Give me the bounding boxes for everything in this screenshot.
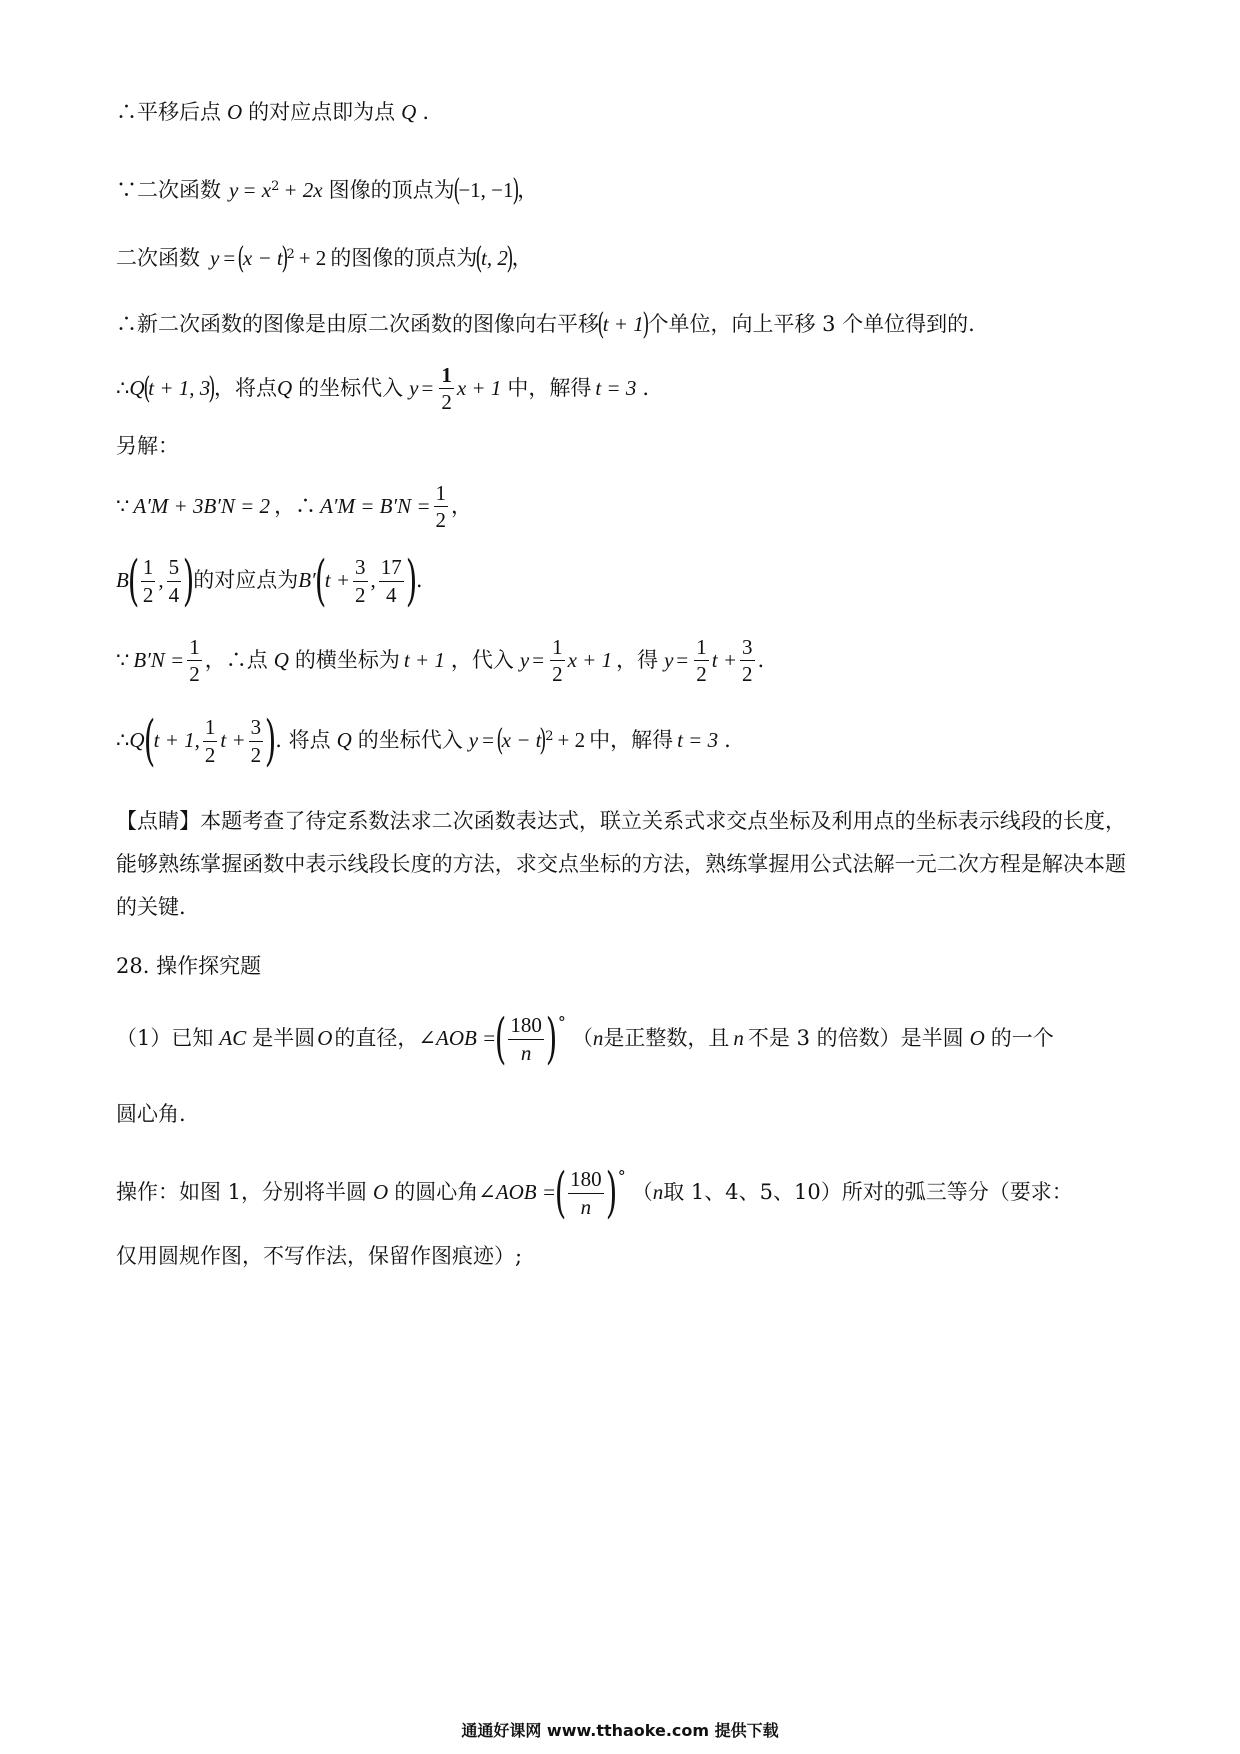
math-x-minus-t: x − t	[242, 246, 283, 271]
math-n: n	[652, 1180, 664, 1205]
math-Q: Q	[336, 728, 352, 753]
numerator: 180	[568, 1168, 604, 1193]
text: 是半圆	[252, 1026, 316, 1051]
numerator: 1	[439, 364, 454, 389]
paren-open: (	[494, 1007, 507, 1070]
text: 另解：	[116, 434, 179, 458]
math-t-plus: t +	[324, 568, 350, 593]
denominator: 4	[386, 582, 397, 607]
denominator: n	[520, 1040, 532, 1065]
text: ∴平移后点	[116, 100, 221, 124]
fraction-one-half	[550, 636, 565, 685]
math-angle-AOB: ∠AOB =	[478, 1180, 557, 1205]
text: 中，解得	[507, 375, 592, 400]
text: 28. 操作探究题	[116, 954, 262, 978]
denominator: 2	[142, 582, 154, 607]
paren-open: (	[597, 307, 605, 342]
math-O: O	[969, 1026, 985, 1051]
alternative-solution-label	[116, 434, 179, 459]
text: （	[571, 1026, 593, 1051]
math-y: y	[229, 178, 239, 203]
text: ，将点	[214, 375, 277, 400]
exponent: 2	[545, 729, 554, 745]
math-AC: AC	[219, 1026, 247, 1051]
numerator: 1	[694, 636, 709, 661]
denominator: n	[580, 1194, 592, 1219]
math-BN: B′N =	[133, 647, 185, 672]
math-y: y	[519, 647, 530, 672]
paren-close: )	[511, 173, 519, 208]
text: ，代入	[450, 647, 514, 672]
denominator: 2	[355, 582, 366, 607]
exponent: 2	[271, 179, 280, 195]
math-Q-coord: t + 1, 3	[148, 375, 211, 400]
text: 图像的顶点为	[328, 178, 455, 203]
math-O: O	[317, 1026, 333, 1051]
text: ，∴点	[204, 647, 268, 672]
math-x-minus-t: x − t	[501, 728, 542, 753]
math-O: O	[227, 100, 243, 124]
fraction-one-half	[187, 636, 202, 685]
math-t-plus-1: t + 1	[403, 647, 445, 672]
math-n: n	[592, 1026, 604, 1051]
math-x-plus-1: x + 1	[456, 375, 502, 400]
equals: =	[676, 647, 689, 672]
denominator: 2	[742, 662, 753, 687]
line-q1-continued	[116, 1102, 186, 1127]
denominator: 2	[696, 662, 707, 687]
denominator: 2	[250, 742, 262, 767]
numerator: 3	[249, 716, 264, 741]
degree-sign: °	[557, 1013, 566, 1033]
denominator: 2	[204, 742, 216, 767]
math-vertex1: −1, −1	[458, 178, 514, 203]
comma: ，	[511, 246, 533, 271]
text: 操作：如图 1，分别将半圆	[116, 1180, 368, 1205]
comma-sep: ,	[370, 568, 376, 593]
line-operation	[116, 1161, 1073, 1224]
numerator: 1	[434, 482, 449, 507]
math-O: O	[373, 1180, 389, 1205]
math-Q: Q	[401, 100, 417, 124]
math-vertex2: t, 2	[481, 246, 508, 271]
math-B: B	[116, 568, 129, 593]
math-Q: Q	[129, 375, 145, 400]
text: 的坐标代入	[357, 728, 463, 753]
math-y: y	[468, 728, 479, 753]
fraction-one-half	[141, 556, 156, 605]
math-Q: Q	[277, 375, 293, 400]
math-plus2: + 2	[557, 728, 586, 753]
paren-close: )	[642, 307, 650, 342]
line-shift-description	[116, 307, 975, 342]
text: 的圆心角	[394, 1180, 479, 1205]
math-t-plus-1: t + 1	[153, 728, 195, 753]
math-t-eq-3: t = 3	[595, 375, 637, 400]
text: 中，解得	[589, 728, 674, 753]
fraction-one-half	[439, 364, 454, 413]
denominator: 4	[168, 582, 180, 607]
fraction-one-half	[694, 636, 709, 685]
numerator: 3	[740, 636, 755, 661]
text: . 将点	[275, 728, 331, 753]
fraction-180-over-n	[568, 1168, 604, 1217]
text: ，得	[616, 647, 659, 672]
line-operation-continued	[116, 1244, 522, 1269]
degree-sign: °	[617, 1167, 626, 1187]
line-vertex-original	[116, 173, 539, 208]
line-translation-point	[116, 100, 429, 125]
text: 的对应点即为点	[248, 100, 396, 124]
paren-close: )	[605, 1161, 617, 1224]
numerator: 180	[508, 1014, 544, 1039]
page-footer: 通通好课网 www.tthaoke.com 提供下载	[461, 1721, 779, 1740]
paren-open: (	[237, 241, 245, 276]
paren-open: (	[143, 709, 155, 772]
numerator: 1	[203, 716, 218, 741]
text: ∵	[116, 493, 130, 518]
math-y: y	[664, 647, 674, 672]
equals: =	[421, 375, 434, 400]
text: 的图像的顶点为	[330, 246, 478, 271]
line-Q-abscissa	[116, 636, 764, 685]
math-angle-AOB: ∠AOB =	[418, 1026, 497, 1051]
paren-close: )	[281, 241, 289, 276]
text: 的坐标代入	[298, 375, 404, 400]
paren-open: (	[127, 549, 140, 612]
math-y: y	[210, 246, 220, 271]
paren-close: )	[208, 370, 216, 406]
period: .	[642, 375, 650, 400]
fraction-three-halves	[353, 556, 368, 605]
text: 仅用圆规作图，不写作法，保留作图痕迹）;	[116, 1244, 523, 1268]
paren-open: (	[314, 549, 326, 612]
paren-close: )	[545, 1007, 558, 1070]
equals: =	[482, 728, 494, 753]
denominator: 2	[189, 662, 200, 687]
math-x-plus-1: x + 1	[567, 647, 613, 672]
paren-open: (	[452, 173, 460, 208]
line-q1-statement	[116, 1007, 1054, 1070]
paren-close: )	[405, 549, 418, 612]
comma: ，	[517, 178, 539, 203]
numerator: 1	[141, 556, 156, 581]
text: 的直径，	[334, 1026, 419, 1051]
fraction-seventeen-fourths	[379, 556, 404, 605]
text: ∵二次函数	[116, 178, 221, 203]
text: （1）已知	[116, 1026, 214, 1051]
fraction-three-halves	[249, 716, 264, 765]
text: 的一个	[990, 1026, 1054, 1051]
comma-sep: ,	[194, 728, 200, 753]
math-AM-BN: A′M = B′N =	[320, 493, 431, 518]
exponent: 2	[286, 247, 295, 263]
math-2x: + 2x	[283, 178, 323, 203]
denominator: 2	[552, 662, 563, 687]
paren-close: )	[506, 241, 514, 276]
denominator: 2	[441, 390, 452, 415]
period: .	[415, 568, 423, 593]
text: 的横坐标为	[294, 647, 400, 672]
math-t-plus-1: t + 1	[602, 312, 644, 337]
line-vertex-new	[116, 241, 533, 276]
paren-close: )	[182, 549, 195, 612]
paren-close: )	[264, 709, 277, 772]
math-x2: = x	[242, 178, 272, 203]
math-AM-3BN: A′M + 3B′N = 2	[133, 493, 271, 518]
text: ∴	[116, 728, 130, 753]
fraction-one-half	[434, 482, 449, 531]
text: ，∴	[274, 493, 317, 518]
line-Q-coord-solve	[116, 709, 731, 772]
fraction-180-over-n	[508, 1014, 544, 1063]
equals: =	[223, 246, 236, 271]
math-Q: Q	[129, 728, 145, 753]
fraction-one-half	[203, 716, 218, 765]
period: .	[724, 728, 731, 753]
numerator: 1	[550, 636, 565, 661]
line-AM-BN	[116, 482, 472, 531]
numerator: 3	[353, 556, 368, 581]
line-B-correspondence	[116, 549, 423, 612]
text: 是正整数，且	[603, 1026, 730, 1051]
text: ∵	[116, 647, 130, 672]
denominator: 2	[435, 508, 446, 533]
text: 不是 3 的倍数）是半圆	[747, 1026, 964, 1051]
comma: ，	[451, 493, 472, 518]
math-t-plus: t +	[220, 728, 246, 753]
comma-sep: ,	[158, 568, 164, 593]
fraction-five-fourths	[167, 556, 182, 605]
period: .	[422, 100, 430, 124]
paren-open: (	[554, 1161, 567, 1224]
math-y: y	[409, 375, 419, 400]
text: ∴	[116, 375, 130, 400]
text: （	[631, 1180, 653, 1205]
fraction-three-halves	[740, 636, 755, 685]
question-28-heading	[116, 954, 261, 979]
math-t-plus: t +	[711, 647, 738, 672]
numerator: 17	[379, 556, 404, 581]
text: 的对应点为	[193, 568, 299, 593]
text: ∴新二次函数的图像是由原二次函数的图像向右平移	[116, 312, 599, 337]
numerator: 1	[187, 636, 202, 661]
text: 二次函数	[116, 246, 200, 271]
text: 圆心角.	[116, 1102, 186, 1126]
math-Bprime: B′	[298, 568, 316, 593]
paren-open: (	[142, 370, 150, 406]
math-n: n	[733, 1026, 744, 1051]
numerator: 5	[167, 556, 182, 581]
line-solve-t	[116, 364, 649, 413]
paren-close: )	[539, 723, 547, 758]
period: .	[757, 647, 765, 672]
equals: =	[532, 647, 545, 672]
math-t-eq-3: t = 3	[677, 728, 719, 753]
paren-open: (	[496, 723, 504, 758]
text: 取 1、4、5、10）所对的弧三等分（要求：	[663, 1180, 1073, 1205]
dianjing-paragraph: 【点睛】本题考查了待定系数法求二次函数表达式，联立关系式求交点坐标及利用点的坐标表示线段的长度，能够熟练掌握函数中表示线段长度的方法，求交点坐标的方法，熟练掌握用公式法解一元二次方程是解决本题的关键.	[116, 809, 1126, 919]
text: 个单位，向上平移 3 个单位得到的.	[647, 312, 975, 337]
math-Q: Q	[273, 647, 289, 672]
math-plus2: + 2	[298, 246, 327, 271]
paren-open: (	[475, 241, 483, 276]
